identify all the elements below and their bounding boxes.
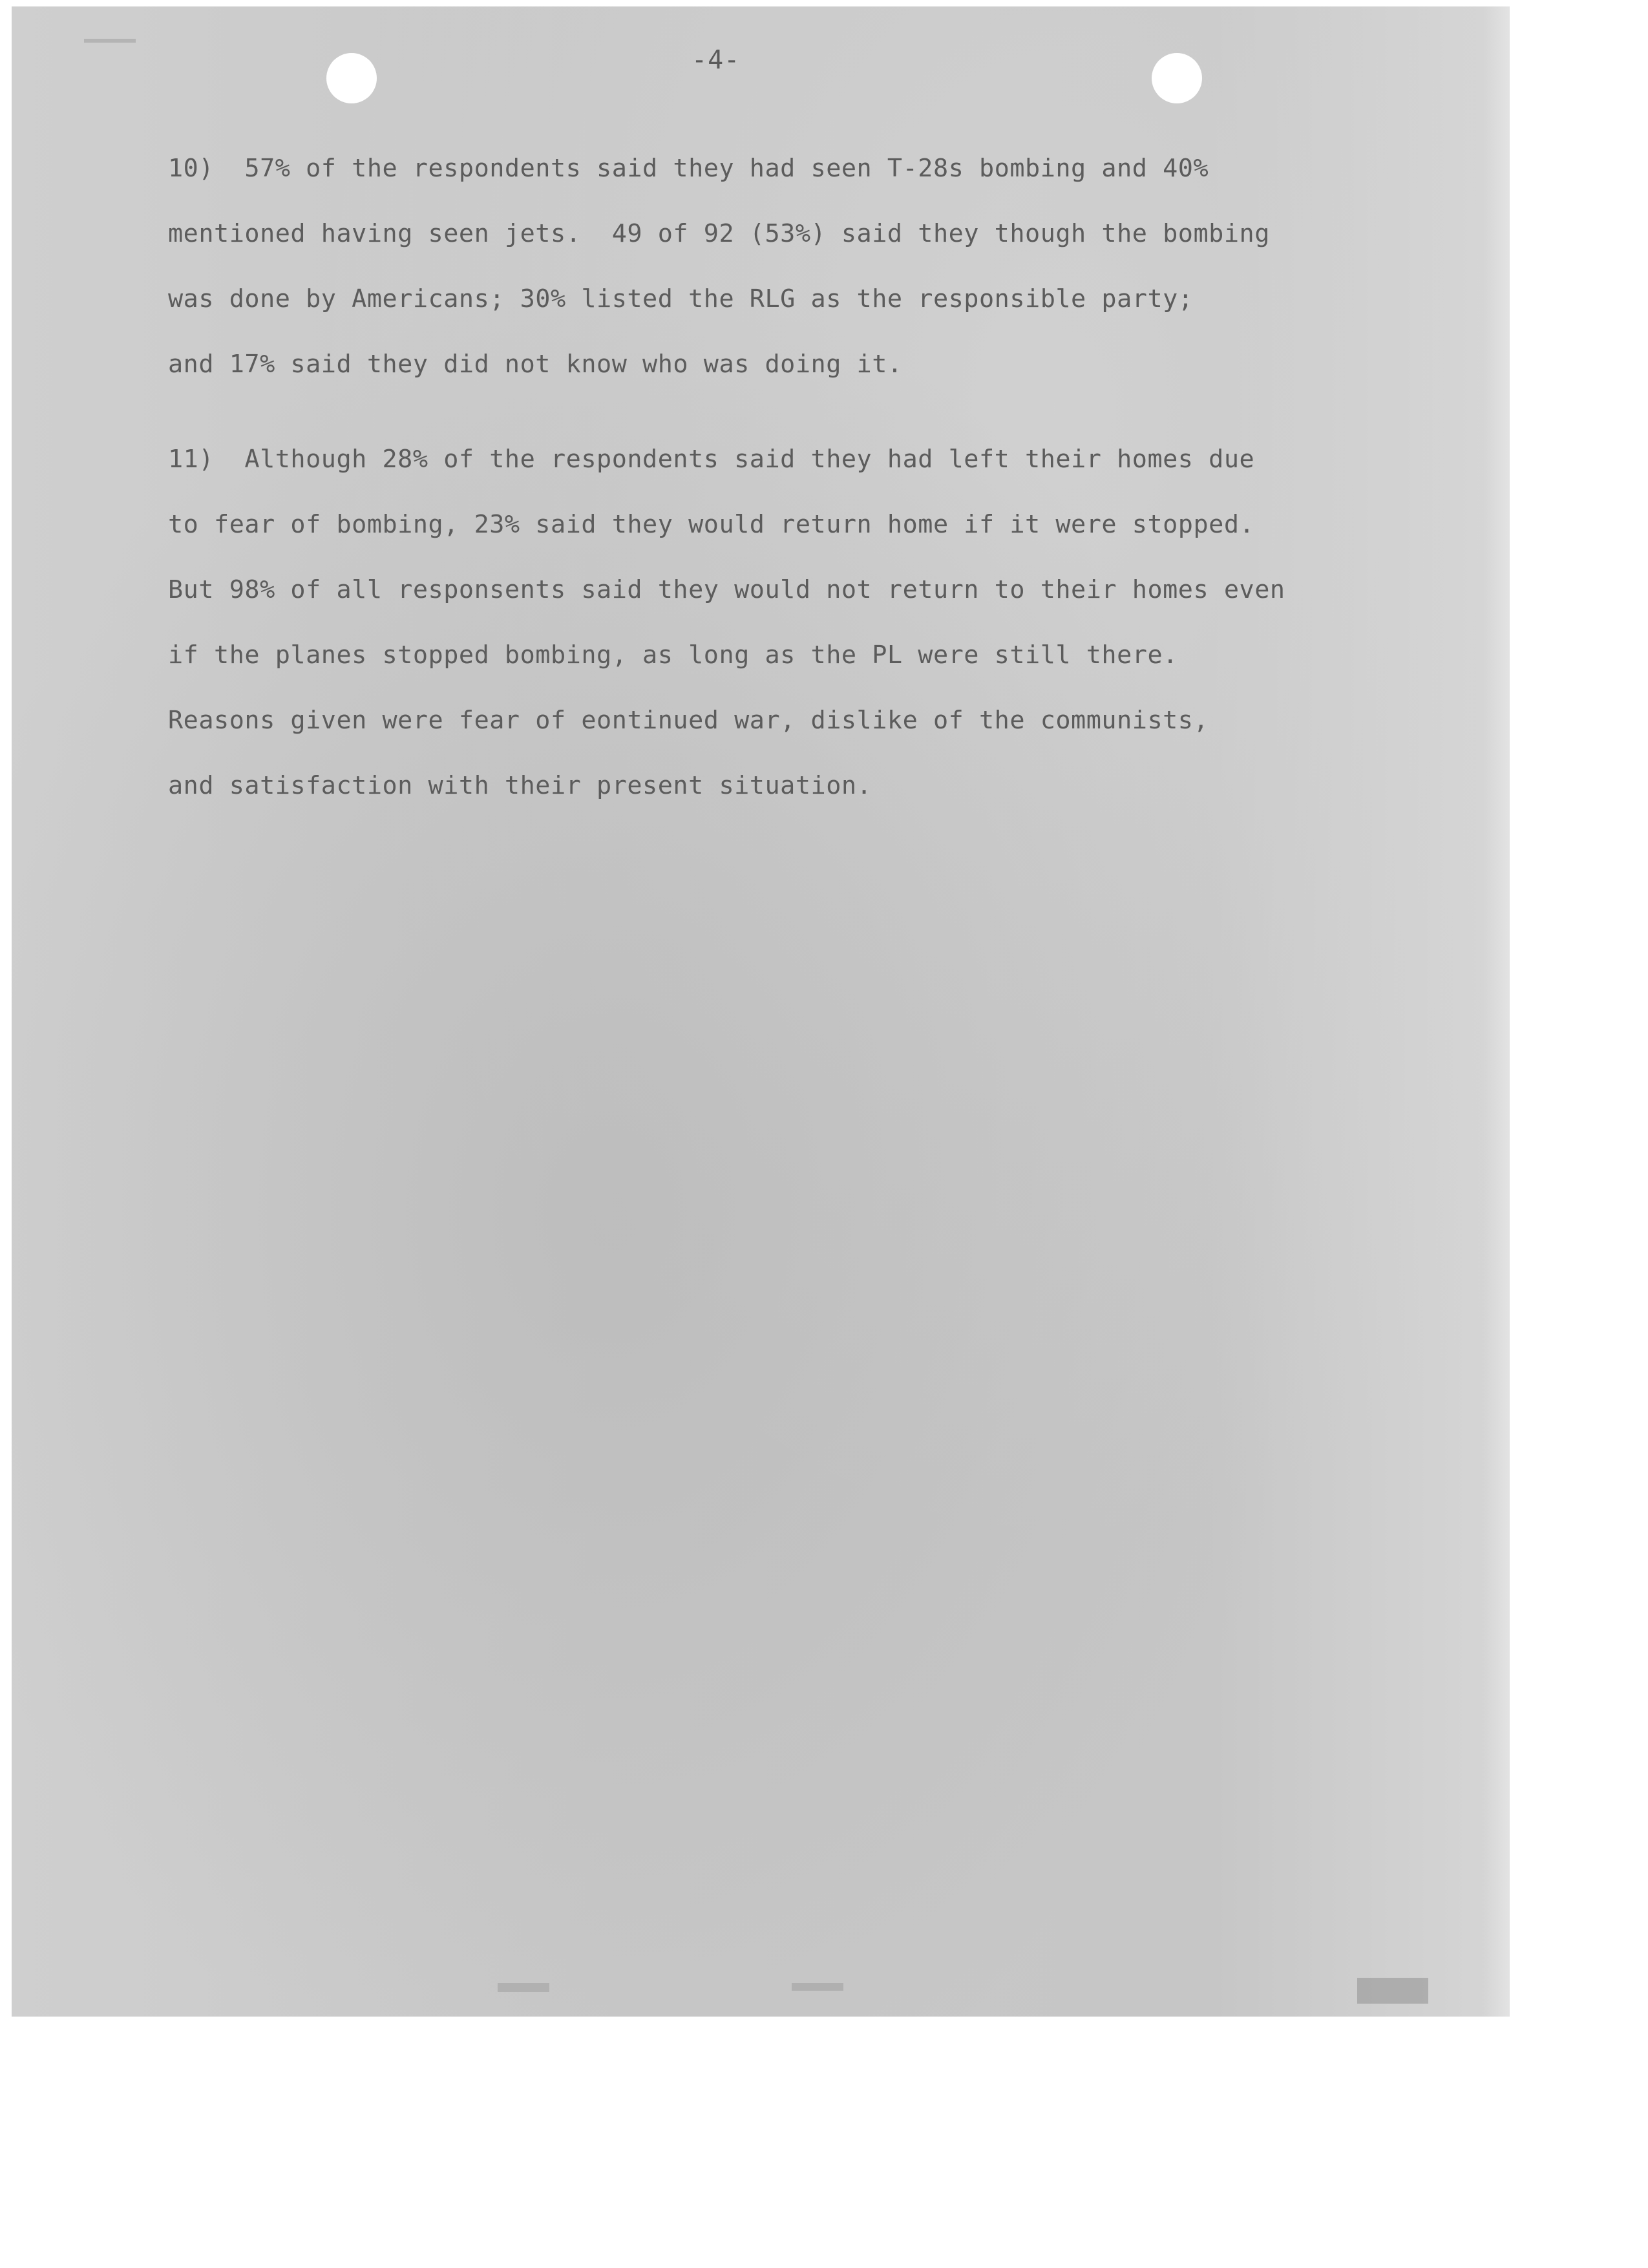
paragraph-line: and 17% said they did not know who was doing it. bbox=[168, 350, 903, 379]
paragraph-line: 10) 57% of the respondents said they had seen T-28s bombing and 40% bbox=[168, 154, 1209, 183]
scan-artifact-bottom-2 bbox=[792, 1983, 843, 1991]
scan-artifact-bottom-1 bbox=[498, 1983, 549, 1992]
paragraph-11 bbox=[168, 427, 1285, 818]
paragraph-line: But 98% of all responsents said they would not return to their homes even bbox=[168, 575, 1285, 604]
paragraph-line: to fear of bombing, 23% said they would return home if it were stopped. bbox=[168, 510, 1255, 539]
scan-artifact-top-left bbox=[84, 39, 136, 43]
paragraph-line: and satisfaction with their present situation. bbox=[168, 771, 872, 800]
paragraph-line: Reasons given were fear of eontinued war, dislike of the communists, bbox=[168, 706, 1209, 735]
punch-hole-left bbox=[326, 53, 377, 103]
paragraph-line: if the planes stopped bombing, as long as the PL were still there. bbox=[168, 641, 1178, 670]
page-edge-shadow bbox=[1484, 6, 1510, 2017]
punch-hole-right bbox=[1152, 53, 1202, 103]
paragraph-line: was done by Americans; 30% listed the RLG as the responsible party; bbox=[168, 284, 1194, 313]
scan-artifact-bottom-right bbox=[1357, 1978, 1428, 2004]
paragraph-line: 11) Although 28% of the respondents said they had left their homes due bbox=[168, 445, 1255, 474]
paragraph-line: mentioned having seen jets. 49 of 92 (53%) said they though the bombing bbox=[168, 219, 1270, 248]
page-number: -4- bbox=[692, 45, 741, 75]
paragraph-10 bbox=[168, 136, 1270, 397]
